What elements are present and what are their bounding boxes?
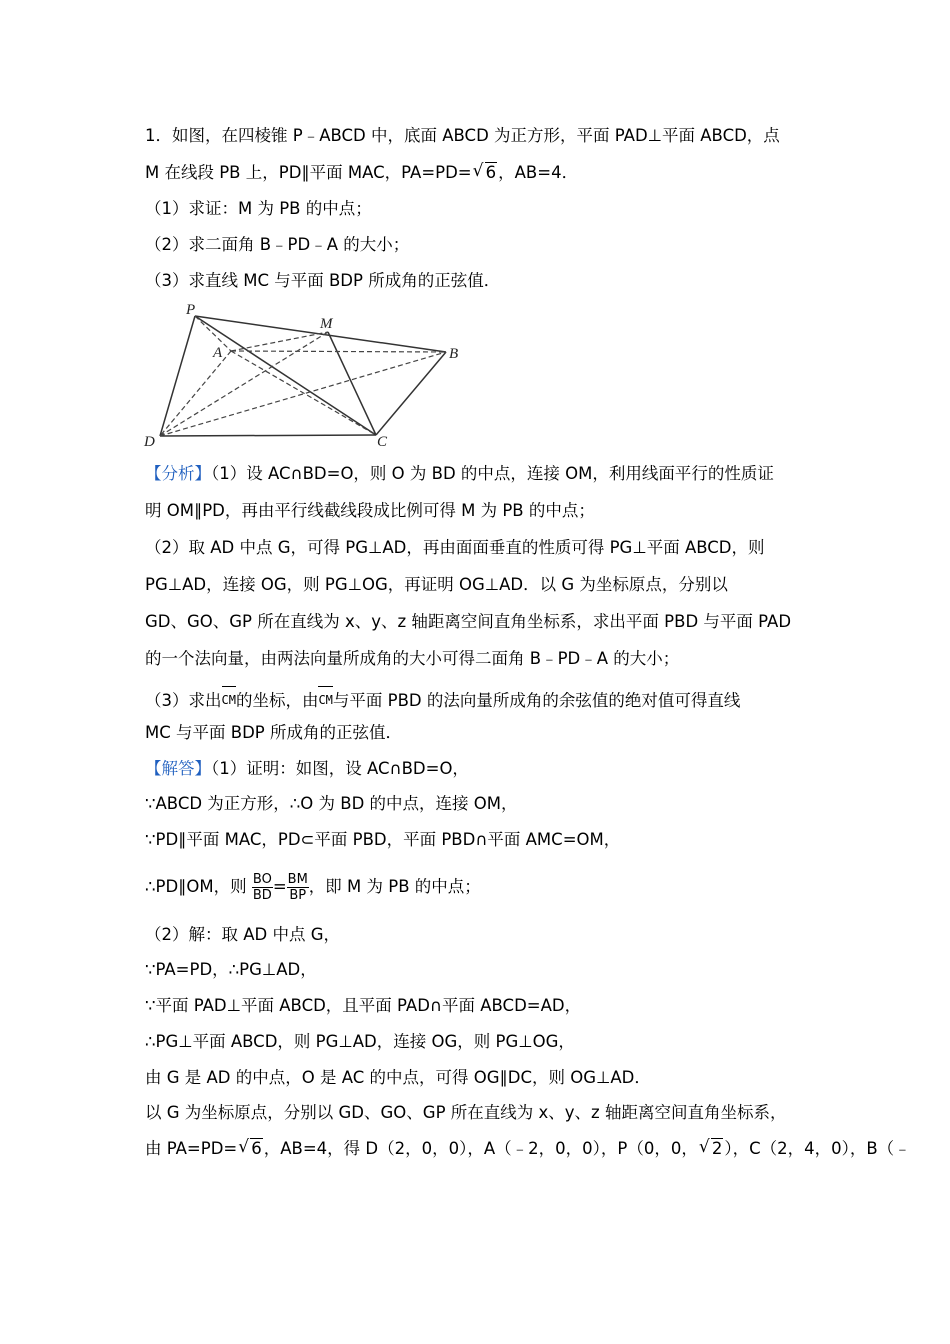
solution-line-10: 以 G 为坐标原点，分别以 GD、GO、GP 所在直线为 x、y、z 轴距离空间直角坐标系，: [145, 1103, 787, 1122]
solution-line-1: [145, 757, 469, 781]
vector-CM: CM: [318, 684, 332, 712]
analysis-text: 与平面 PBD 的法向量所成角的余弦值的绝对值可得直线: [332, 691, 741, 710]
sqrt-radicand: 6: [485, 163, 497, 182]
denominator: BD: [252, 888, 272, 903]
solution-text: ，即 M 为 PB 的中点；: [308, 877, 481, 896]
edge-AC: [231, 351, 376, 435]
solution-line-2: ∵ABCD 为正方形，∴O 为 BD 的中点，连接 OM，: [145, 794, 518, 813]
solution-line-8: ∴PG⊥平面 ABCD，则 PG⊥AD，连接 OG，则 PG⊥OG，: [145, 1032, 575, 1051]
sqrt-radicand: 6: [251, 1139, 262, 1158]
analysis-line-3: （2）取 AD 中点 G，可得 PG⊥AD，再由面面垂直的性质可得 PG⊥平面 ABCD，则: [145, 538, 765, 557]
vector-CM: CM: [222, 684, 236, 712]
numerator: BM: [287, 872, 308, 887]
analysis-line-4: PG⊥AD，连接 OG，则 PG⊥OG，再证明 OG⊥AD．以 G 为坐标原点，分别以: [145, 575, 728, 594]
solution-text: ，AB=4，得 D（2，0，0），A（﹣2，0，0），P（0，0，: [263, 1139, 698, 1158]
solution-text: （1）证明：如图，设 AC∩BD=O，: [211, 759, 469, 778]
analysis-line-5: GD、GO、GP 所在直线为 x、y、z 轴距离空间直角坐标系，求出平面 PBD 与平面 PAD: [145, 612, 792, 631]
label-M: M: [320, 316, 333, 332]
solution-line-3: ∵PD∥平面 MAC，PD⊂平面 PBD，平面 PBD∩平面 AMC=OM，: [145, 830, 621, 849]
problem-line-2: [145, 161, 578, 185]
analysis-line-1: [145, 462, 774, 486]
solution-tag: 【解答】: [145, 759, 211, 778]
solution-line-5: （2）解：取 AD 中点 G，: [145, 925, 341, 944]
solution-text: 由 PA=PD=: [145, 1139, 238, 1158]
solution-line-4: [145, 872, 481, 903]
analysis-line-6: 的一个法向量，由两法向量所成角的大小可得二面角 B﹣PD﹣A 的大小；: [145, 649, 680, 668]
analysis-tag: 【分析】: [145, 464, 211, 483]
solution-line-6: ∵PA=PD，∴PG⊥AD，: [145, 960, 317, 979]
analysis-text: 的坐标，由: [235, 691, 319, 710]
fraction-BM-BP: [287, 872, 309, 903]
question-2: （2）求二面角 B﹣PD﹣A 的大小；: [145, 235, 410, 254]
equals-sign: =: [272, 877, 287, 896]
label-B: B: [449, 346, 459, 362]
analysis-line-2: 明 OM∥PD，再由平行线截线段成比例可得 M 为 PB 的中点；: [145, 501, 595, 520]
solution-text: ∴PD∥OM，则: [145, 877, 247, 896]
solution-text: ），C（2，4，0），B（﹣: [724, 1139, 911, 1158]
edge-AB: [231, 351, 446, 352]
edge-AD: [160, 351, 231, 436]
label-C: C: [377, 434, 388, 450]
edge-DC: [160, 435, 376, 436]
analysis-line-8: MC 与平面 BDP 所成角的正弦值．: [145, 723, 402, 742]
pyramid-figure: [143, 300, 473, 450]
edge-DB: [160, 352, 446, 436]
label-D: D: [144, 434, 155, 450]
sqrt-radicand: 2: [711, 1139, 723, 1158]
problem-line-2-tail: ，AB=4．: [498, 163, 579, 182]
question-1: （1）求证：M 为 PB 的中点；: [145, 199, 372, 218]
sqrt-2: [699, 1137, 724, 1161]
analysis-text: （1）设 AC∩BD=O，则 O 为 BD 的中点，连接 OM，利用线面平行的性质证: [211, 464, 774, 483]
label-P: P: [186, 302, 196, 318]
analysis-line-7: [145, 684, 740, 713]
sqrt-6: [473, 161, 498, 185]
denominator: BP: [289, 888, 307, 903]
solution-line-7: ∵平面 PAD⊥平面 ABCD，且平面 PAD∩平面 ABCD=AD，: [145, 996, 582, 1015]
edge-CB: [376, 352, 446, 435]
problem-line-1: 1．如图，在四棱锥 P﹣ABCD 中，底面 ABCD 为正方形，平面 PAD⊥平面 ABCD，点: [145, 126, 780, 145]
question-3: （3）求直线 MC 与平面 BDP 所成角的正弦值．: [145, 271, 501, 290]
label-A: A: [213, 345, 223, 361]
sqrt-6: [238, 1137, 263, 1161]
fraction-BO-BD: [252, 872, 273, 903]
analysis-text: （3）求出: [145, 691, 222, 710]
solution-line-11: [145, 1137, 911, 1161]
solution-line-9: 由 G 是 AD 的中点，O 是 AC 的中点，可得 OG∥DC，则 OG⊥AD．: [145, 1068, 651, 1087]
numerator: BO: [252, 872, 272, 887]
problem-line-2-text: M 在线段 PB 上，PD∥平面 MAC，PA=PD=: [145, 163, 472, 182]
